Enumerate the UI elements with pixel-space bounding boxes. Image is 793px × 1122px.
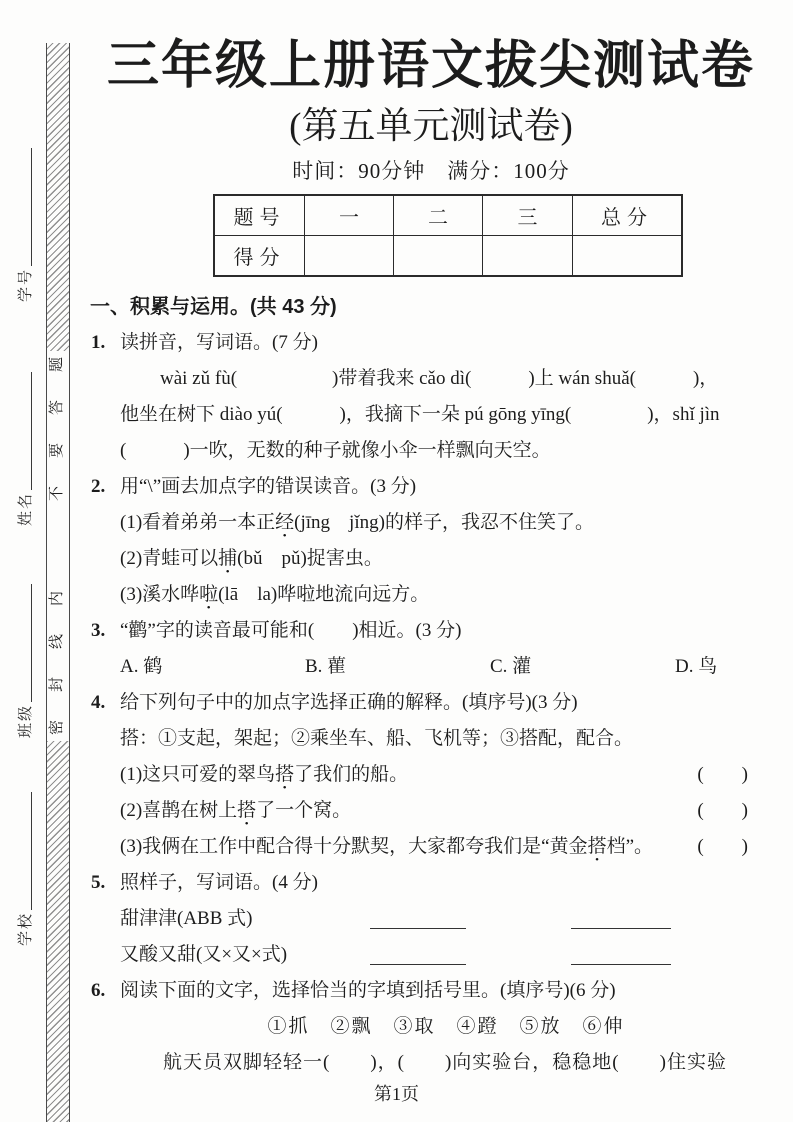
sub-item xyxy=(120,757,772,793)
definition-line: 搭：①支起，架起；②乘坐车、船、飞机等；③搭配，配合。 xyxy=(120,728,634,749)
label-text: 班级 xyxy=(18,703,34,738)
page-number: 第1页 xyxy=(374,1084,419,1104)
fill-in-line xyxy=(31,148,32,266)
answer-paren: ( ) xyxy=(697,800,748,821)
question-head xyxy=(91,469,772,505)
sentence-segment: 了我们的船。 xyxy=(294,764,409,785)
question-number: 1. xyxy=(91,332,106,353)
choice-c: C. 灌 xyxy=(490,656,532,677)
sub-item xyxy=(120,829,772,865)
score-cell xyxy=(394,236,483,277)
sentence xyxy=(120,793,351,829)
choice-row xyxy=(120,649,772,685)
school-label xyxy=(15,790,35,946)
sentence-segment: (2)喜鹊在树上 xyxy=(120,800,238,821)
question-text: 读拼音，写词语。(7 分) xyxy=(120,332,318,353)
question-text: 阅读下面的文字，选择恰当的字填到括号里。(填序号)(6 分) xyxy=(120,980,616,1001)
answer-blank-line xyxy=(370,901,466,929)
sentence xyxy=(120,829,653,865)
seal-char: 封 xyxy=(49,676,66,693)
sentence-segment: (3)溪水哗 xyxy=(120,584,200,605)
score-cell xyxy=(305,236,394,277)
pinyin-line: wài zǔ fù( )带着我来 cǎo dì( )上 wán shuǎ( )， xyxy=(160,368,719,389)
question-number: 3. xyxy=(91,620,106,641)
seal-char: 题 xyxy=(49,356,66,373)
sentence-segment: (1)看着弟弟一本正 xyxy=(120,512,276,533)
choice-a: A. 鹤 xyxy=(120,656,163,677)
question-text: 给下列句子中的加点字选择正确的解释。(填序号)(3 分) xyxy=(120,692,578,713)
paper-title: 三年级上册语文拔尖测试卷 xyxy=(106,37,755,95)
answer-blank-line xyxy=(571,901,671,929)
score-table-score-row xyxy=(214,236,682,277)
question-4 xyxy=(90,685,772,865)
score-table-header-row xyxy=(214,195,682,236)
label-text: 学校 xyxy=(18,911,34,946)
pinyin-line: 他坐在树下 diào yú( )，我摘下一朵 pú gōng yīng( )，shǐ jìn xyxy=(120,404,720,425)
seal-char: 答 xyxy=(49,399,66,416)
sub-item xyxy=(120,577,772,613)
question-head xyxy=(91,865,772,901)
dotted-char: 搭 xyxy=(237,800,257,821)
word-bank: ①抓 ②飘 ③取 ④蹬 ⑤放 ⑥伸 xyxy=(267,1016,625,1037)
class-label xyxy=(15,582,35,738)
score-header-cell: 题号 xyxy=(214,195,305,236)
question-text: “鹳”字的读音最可能和( )相近。(3 分) xyxy=(120,620,462,641)
choice-b: B. 雚 xyxy=(305,656,347,677)
label-text: 姓名 xyxy=(18,491,34,526)
answer-paren: ( ) xyxy=(697,764,748,785)
question-number: 5. xyxy=(91,872,106,893)
sentence-segment: (1)这只可爱的翠鸟 xyxy=(120,764,276,785)
sentence-segment: 了一个窝。 xyxy=(256,800,352,821)
sentence-segment: (bǔ pǔ)捉害虫。 xyxy=(237,548,383,569)
question-5 xyxy=(90,865,772,973)
section-heading: 一、积累与运用。(共 43 分) xyxy=(90,296,337,318)
answer-paren: ( ) xyxy=(697,836,748,857)
question-number: 6. xyxy=(91,980,106,1001)
question-2 xyxy=(90,469,772,613)
paper-body xyxy=(90,30,772,1081)
student-number-label xyxy=(15,146,35,302)
score-table xyxy=(213,194,683,277)
question-head xyxy=(91,325,772,361)
score-header-cell: 一 xyxy=(305,195,394,236)
dotted-char: 搭 xyxy=(275,764,295,785)
time-score-line: 时间：90分钟 满分：100分 xyxy=(292,159,570,183)
label-text: 学号 xyxy=(18,267,34,302)
question-6 xyxy=(90,973,772,1081)
question-number: 4. xyxy=(91,692,106,713)
fill-in-line xyxy=(31,584,32,702)
example-word: 甜津津(ABB 式) xyxy=(120,908,253,929)
score-header-cell: 二 xyxy=(394,195,483,236)
answer-blank-line xyxy=(571,937,671,965)
score-cell xyxy=(483,236,573,277)
student-name-label xyxy=(15,370,35,526)
sentence-segment: (jīng jǐng)的样子，我忍不住笑了。 xyxy=(294,512,594,533)
fill-in-line xyxy=(31,792,32,910)
sub-item xyxy=(120,541,772,577)
fill-in-line xyxy=(31,372,32,490)
sentence-segment: (lā la)哗啦地流向远方。 xyxy=(218,584,430,605)
seal-char: 线 xyxy=(49,633,66,650)
sub-item xyxy=(120,793,772,829)
seal-line-text xyxy=(47,351,69,741)
question-number: 2. xyxy=(91,476,106,497)
dotted-char: 经 xyxy=(275,512,295,533)
question-head xyxy=(91,685,772,721)
answer-blank-line xyxy=(370,937,466,965)
seal-line-band xyxy=(46,43,70,1122)
question-head xyxy=(91,613,772,649)
seal-char: 密 xyxy=(49,719,66,736)
question-head xyxy=(91,973,772,1009)
question-text: 用“\”画去加点字的错误读音。(3 分) xyxy=(120,476,417,497)
question-text: 照样子，写词语。(4 分) xyxy=(120,872,318,893)
dotted-char: 搭 xyxy=(587,836,607,857)
dotted-char: 啦 xyxy=(199,584,219,605)
choice-d: D. 鸟 xyxy=(675,656,718,677)
sub-item xyxy=(120,505,772,541)
score-row-label: 得分 xyxy=(214,236,305,277)
dotted-char: 捕 xyxy=(218,548,238,569)
example-word: 又酸又甜(又×又×式) xyxy=(120,944,288,965)
pinyin-line: ( )一吹，无数的种子就像小伞一样飘向天空。 xyxy=(120,440,551,461)
score-header-cell: 三 xyxy=(483,195,573,236)
sentence-segment: 档”。 xyxy=(606,836,654,857)
sentence xyxy=(120,757,408,793)
fill-in-sentence: 航天员双脚轻轻一( )，( )向实验台，稳稳地( )住实验 xyxy=(163,1052,727,1073)
sentence-segment: (2)青蛙可以 xyxy=(120,548,219,569)
seal-char: 不 xyxy=(49,485,66,502)
score-header-cell: 总分 xyxy=(573,195,683,236)
sentence-segment: (3)我俩在工作中配合得十分默契，大家都夸我们是“黄金 xyxy=(120,836,588,857)
seal-char: 内 xyxy=(49,590,66,607)
question-1 xyxy=(90,325,772,469)
sub-item xyxy=(120,937,772,973)
paper-subtitle: (第五单元测试卷) xyxy=(289,106,573,147)
question-3 xyxy=(90,613,772,685)
seal-char: 要 xyxy=(49,442,66,459)
sub-item xyxy=(120,901,772,937)
score-cell xyxy=(573,236,683,277)
